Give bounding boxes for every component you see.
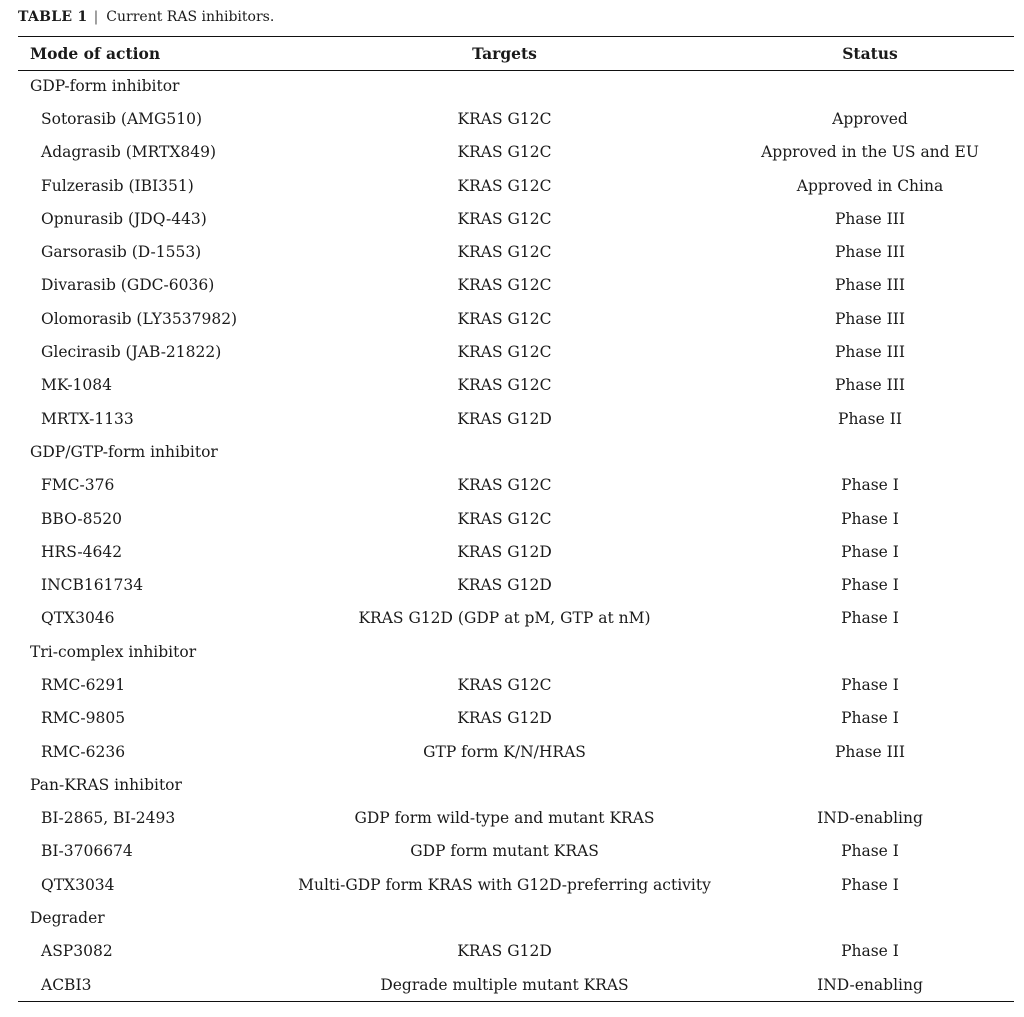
table-row: [18, 302, 1014, 335]
status-cell: Approved in China: [796, 176, 944, 195]
drug-name: Glecirasib (JAB-21822): [41, 343, 222, 362]
drug-name: Olomorasib (LY3537982): [41, 309, 238, 328]
status-cell: Phase III: [834, 376, 906, 395]
group-label: Tri-complex inhibitor: [30, 642, 197, 661]
group-label: GDP-form inhibitor: [30, 76, 180, 95]
target-cell: KRAS G12C: [457, 109, 552, 128]
status-cell: Phase I: [841, 942, 899, 961]
table-row: [18, 735, 1014, 768]
table-row: [18, 169, 1014, 202]
drug-name: MRTX-1133: [41, 409, 134, 428]
table-caption: [18, 8, 274, 26]
target-cell: KRAS G12C: [457, 343, 552, 362]
target-cell: KRAS G12D: [457, 576, 552, 595]
header-row: [18, 37, 1014, 69]
table-row: [18, 269, 1014, 302]
drug-name: FMC-376: [41, 476, 115, 495]
status-cell: IND-enabling: [817, 809, 923, 828]
group-row: [18, 635, 1014, 668]
target-cell: KRAS G12C: [457, 309, 552, 328]
drug-name: RMC-6236: [41, 742, 126, 761]
header-targets: Targets: [472, 43, 537, 63]
status-cell: Phase I: [841, 842, 899, 861]
status-cell: Phase I: [841, 576, 899, 595]
drug-name: Divarasib (GDC-6036): [41, 276, 215, 295]
status-cell: IND-enabling: [817, 975, 923, 994]
status-cell: Approved in the US and EU: [761, 143, 979, 162]
status-cell: Approved: [832, 109, 908, 128]
status-cell: Phase I: [841, 709, 899, 728]
status-cell: Phase I: [841, 476, 899, 495]
drug-name: BI-2865, BI-2493: [41, 809, 176, 828]
status-cell: Phase III: [834, 343, 906, 362]
bottom-rule: [18, 1001, 1014, 1002]
target-cell: KRAS G12C: [457, 243, 552, 262]
table-row: [18, 369, 1014, 402]
target-cell: KRAS G12D: [457, 409, 552, 428]
target-cell: KRAS G12C: [457, 143, 552, 162]
target-cell: Multi-GDP form KRAS with G12D-preferring activity: [298, 875, 711, 894]
drug-name: INCB161734: [41, 576, 144, 595]
inhibitor-table: [18, 37, 1014, 1001]
header-status: Status: [842, 43, 898, 63]
target-cell: GDP form mutant KRAS: [410, 842, 599, 861]
table-label: TABLE 1: [18, 9, 88, 25]
target-cell: Degrade multiple mutant KRAS: [380, 975, 629, 994]
table-row: [18, 802, 1014, 835]
status-cell: Phase I: [841, 609, 899, 628]
drug-name: QTX3046: [41, 609, 115, 628]
table-row: [18, 469, 1014, 502]
group-label: GDP/GTP-form inhibitor: [30, 442, 218, 461]
status-cell: Phase II: [838, 409, 902, 428]
table-row: [18, 102, 1014, 135]
status-cell: Phase III: [834, 742, 906, 761]
drug-name: BBO-8520: [41, 509, 123, 528]
inhibitor-table-container: [18, 36, 1014, 1002]
drug-name: MK-1084: [41, 376, 113, 395]
table-row: [18, 968, 1014, 1001]
table-row: [18, 835, 1014, 868]
drug-name: BI-3706674: [41, 842, 133, 861]
caption-separator: |: [93, 9, 99, 25]
table-row: [18, 868, 1014, 901]
target-cell: KRAS G12C: [457, 176, 552, 195]
status-cell: Phase I: [841, 875, 899, 894]
target-cell: KRAS G12C: [457, 509, 552, 528]
table-body: [18, 69, 1014, 1001]
group-row: [18, 69, 1014, 102]
status-cell: Phase III: [834, 243, 906, 262]
table-row: [18, 335, 1014, 368]
drug-name: ASP3082: [41, 942, 113, 961]
table-row: [18, 402, 1014, 435]
drug-name: QTX3034: [41, 875, 115, 894]
drug-name: Fulzerasib (IBI351): [41, 176, 194, 195]
group-label: Pan-KRAS inhibitor: [30, 775, 182, 794]
table-row: [18, 136, 1014, 169]
table-row: [18, 502, 1014, 535]
drug-name: Garsorasib (D-1553): [41, 243, 202, 262]
target-cell: KRAS G12C: [457, 476, 552, 495]
group-row: [18, 901, 1014, 934]
status-cell: Phase I: [841, 675, 899, 694]
target-cell: GDP form wild-type and mutant KRAS: [354, 809, 655, 828]
table-row: [18, 568, 1014, 601]
target-cell: KRAS G12C: [457, 209, 552, 228]
table-row: [18, 935, 1014, 968]
target-cell: KRAS G12D: [457, 942, 552, 961]
drug-name: Opnurasib (JDQ-443): [41, 209, 207, 228]
target-cell: KRAS G12C: [457, 675, 552, 694]
target-cell: KRAS G12C: [457, 376, 552, 395]
header-mode-of-action: Mode of action: [30, 43, 161, 63]
target-cell: GTP form K/N/HRAS: [423, 742, 586, 761]
header-rule: [18, 70, 1014, 71]
table-title: Current RAS inhibitors.: [106, 9, 275, 25]
drug-name: Sotorasib (AMG510): [41, 109, 203, 128]
drug-name: ACBI3: [41, 975, 92, 994]
drug-name: RMC-9805: [41, 709, 126, 728]
group-row: [18, 768, 1014, 801]
table-row: [18, 202, 1014, 235]
status-cell: Phase I: [841, 509, 899, 528]
drug-name: HRS-4642: [41, 542, 123, 561]
table-row: [18, 535, 1014, 568]
status-cell: Phase III: [834, 309, 906, 328]
table-row: [18, 702, 1014, 735]
target-cell: KRAS G12D: [457, 542, 552, 561]
target-cell: KRAS G12C: [457, 276, 552, 295]
status-cell: Phase III: [834, 209, 906, 228]
table-row: [18, 602, 1014, 635]
target-cell: KRAS G12D (GDP at pM, GTP at nM): [358, 609, 651, 628]
status-cell: Phase III: [834, 276, 906, 295]
table-row: [18, 235, 1014, 268]
drug-name: Adagrasib (MRTX849): [41, 143, 217, 162]
drug-name: RMC-6291: [41, 675, 126, 694]
target-cell: KRAS G12D: [457, 709, 552, 728]
group-row: [18, 435, 1014, 468]
table-row: [18, 668, 1014, 701]
group-label: Degrader: [30, 909, 105, 928]
status-cell: Phase I: [841, 542, 899, 561]
